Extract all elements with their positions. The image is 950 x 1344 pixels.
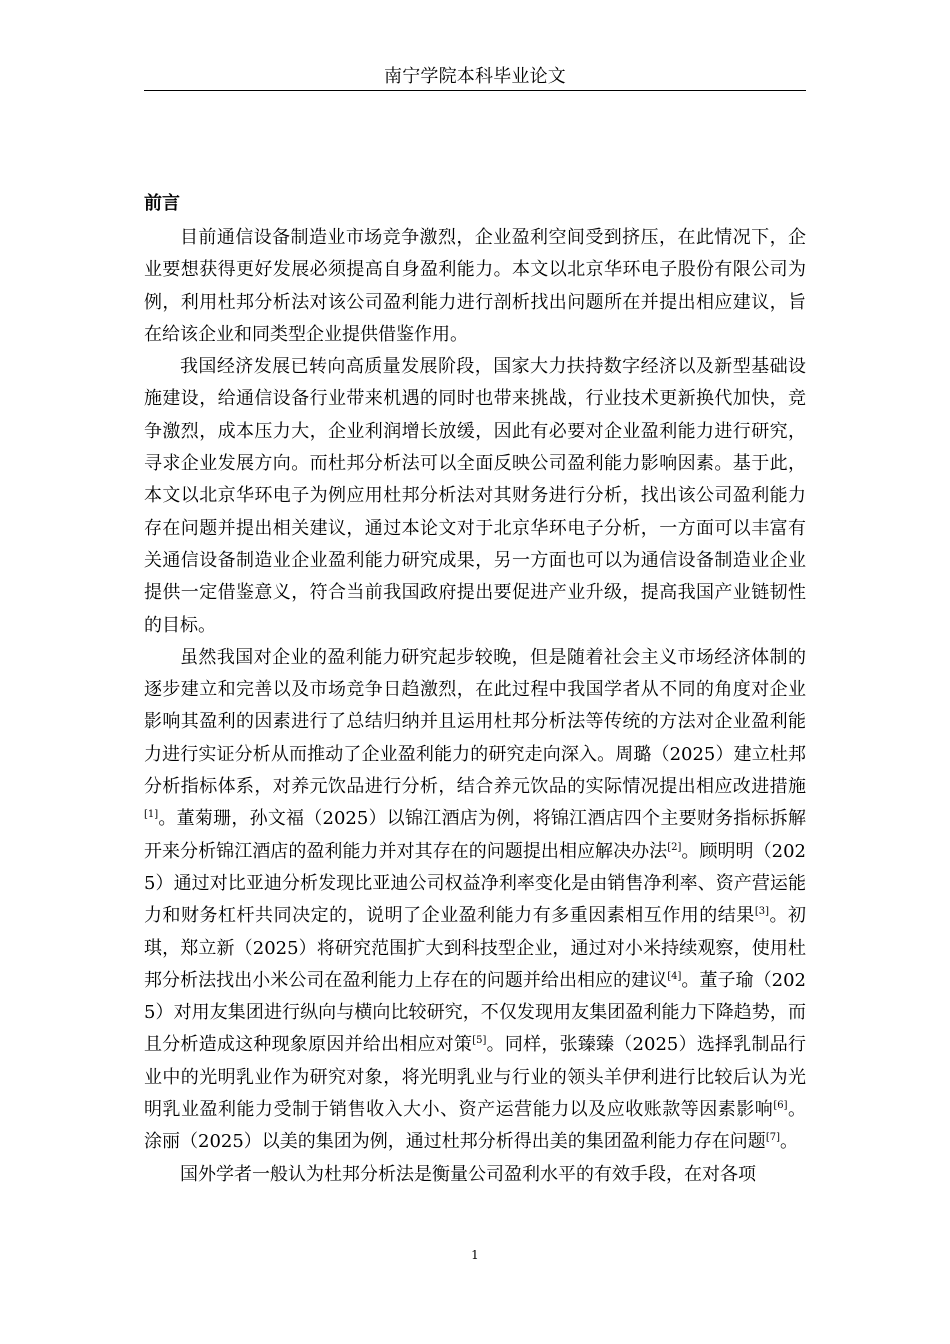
- paragraph-text: 。同样，张臻臻（2025）选择乳制品行业中的光明乳业作为研究对象，将光明乳业与行业的领头羊伊利进行比较后认为光明乳业盈利能力受制于销售收入大小、资产运营能力以及应收账款等因素影响: [144, 1034, 807, 1121]
- paragraph: [144, 222, 806, 351]
- paragraph-text: 。董菊珊，孙文福（2025）以锦江酒店为例，将锦江酒店四个主要财务指标拆解开来分析锦江酒店的盈利能力并对其存在的问题提出相应解决办法: [144, 808, 806, 862]
- section-title: 前言: [144, 193, 180, 214]
- paragraph-text: 。董子瑜（2025）对用友集团进行纵向与横向比较研究，不仅发现用友集团盈利能力下降趋势，而且分析造成这种现象原因并给出相应对策: [144, 969, 806, 1056]
- paragraph-text: 国外学者一般认为杜邦分析法是衡量公司盈利水平的有效手段，在对各项: [180, 1163, 756, 1185]
- paragraph: [144, 351, 806, 642]
- paragraph-text: 。涂丽（2025）以美的集团为例，通过杜邦分析得出美的集团盈利能力存在问题: [144, 1099, 807, 1153]
- paragraph: [144, 1159, 806, 1191]
- paragraph-text: 目前通信设备制造业市场竞争激烈，企业盈利空间受到挤压，在此情况下，企业要想获得更好发展必须提高自身盈利能力。本文以北京华环电子股份有限公司为例，利用杜邦分析法对该公司盈利能力进行剖析找出问题所在并提出相应建议，旨在给该企业和同类型企业提供借鉴作用。: [144, 227, 806, 345]
- running-header: 南宁学院本科毕业论文: [384, 66, 566, 87]
- paragraph-text: 。初琪，郑立新（2025）将研究范围扩大到科技型企业，通过对小米持续观察，使用杜邦分析法找出小米公司在盈利能力上存在的问题并给出相应的建议: [144, 905, 807, 991]
- paragraph-text: 我国经济发展已转向高质量发展阶段，国家大力扶持数字经济以及新型基础设施建设，给通信设备行业带来机遇的同时也带来挑战，行业技术更新换代加快，竞争激烈，成本压力大，企业利润增长放缓，因此有必要对企业盈利能力进行研究，寻求企业发展方向。而杜邦分析法可以全面反映公司盈利能力影响因素。基于此，本文以北京华环电子为例应用杜邦分析法对其财务进行分析，找出该公司盈利能力存在问题并提出相关建议，通过本论文对于北京华环电子分析，一方面可以丰富有关通信设备制造业企业盈利能力研究成果，另一方面也可以为通信设备制造业企业提供一定借鉴意义，符合当前我国政府提出要促进产业升级，提高我国产业链韧性的目标。: [144, 356, 806, 636]
- citation-marker: [4]: [667, 970, 682, 982]
- paragraph-text: 。: [779, 1131, 798, 1153]
- citation-marker: [6]: [773, 1100, 788, 1112]
- header-rule: [144, 90, 806, 91]
- citation-marker: [5]: [472, 1035, 487, 1047]
- paragraph-text: 。顾明明（2025）通过对比亚迪分析发现比亚迪公司权益净利率变化是由销售净利率、资产营运能力和财务杠杆共同决定的，说明了企业盈利能力有多重因素相互作用的结果: [144, 840, 806, 927]
- citation-marker: [3]: [754, 906, 769, 918]
- body-text: [144, 186, 806, 1191]
- citation-marker: [2]: [667, 841, 682, 853]
- paragraph-container: [144, 222, 806, 1191]
- citation-marker: [7]: [765, 1132, 780, 1144]
- paragraph-text: 虽然我国对企业的盈利能力研究起步较晚，但是随着社会主义市场经济体制的逐步建立和完善以及市场竞争日趋激烈，在此过程中我国学者从不同的角度对企业影响其盈利的因素进行了总结归纳并且运用杜邦分析法等传统的方法对企业盈利能力进行实证分析从而推动了企业盈利能力的研究走向深入。周璐（2025）建立杜邦分析指标体系，对养元饮品进行分析，结合养元饮品的实际情况提出相应改进措施: [144, 646, 806, 798]
- paragraph: [144, 642, 806, 1159]
- citation-marker: [1]: [144, 809, 159, 821]
- page-number: 1: [471, 1248, 479, 1262]
